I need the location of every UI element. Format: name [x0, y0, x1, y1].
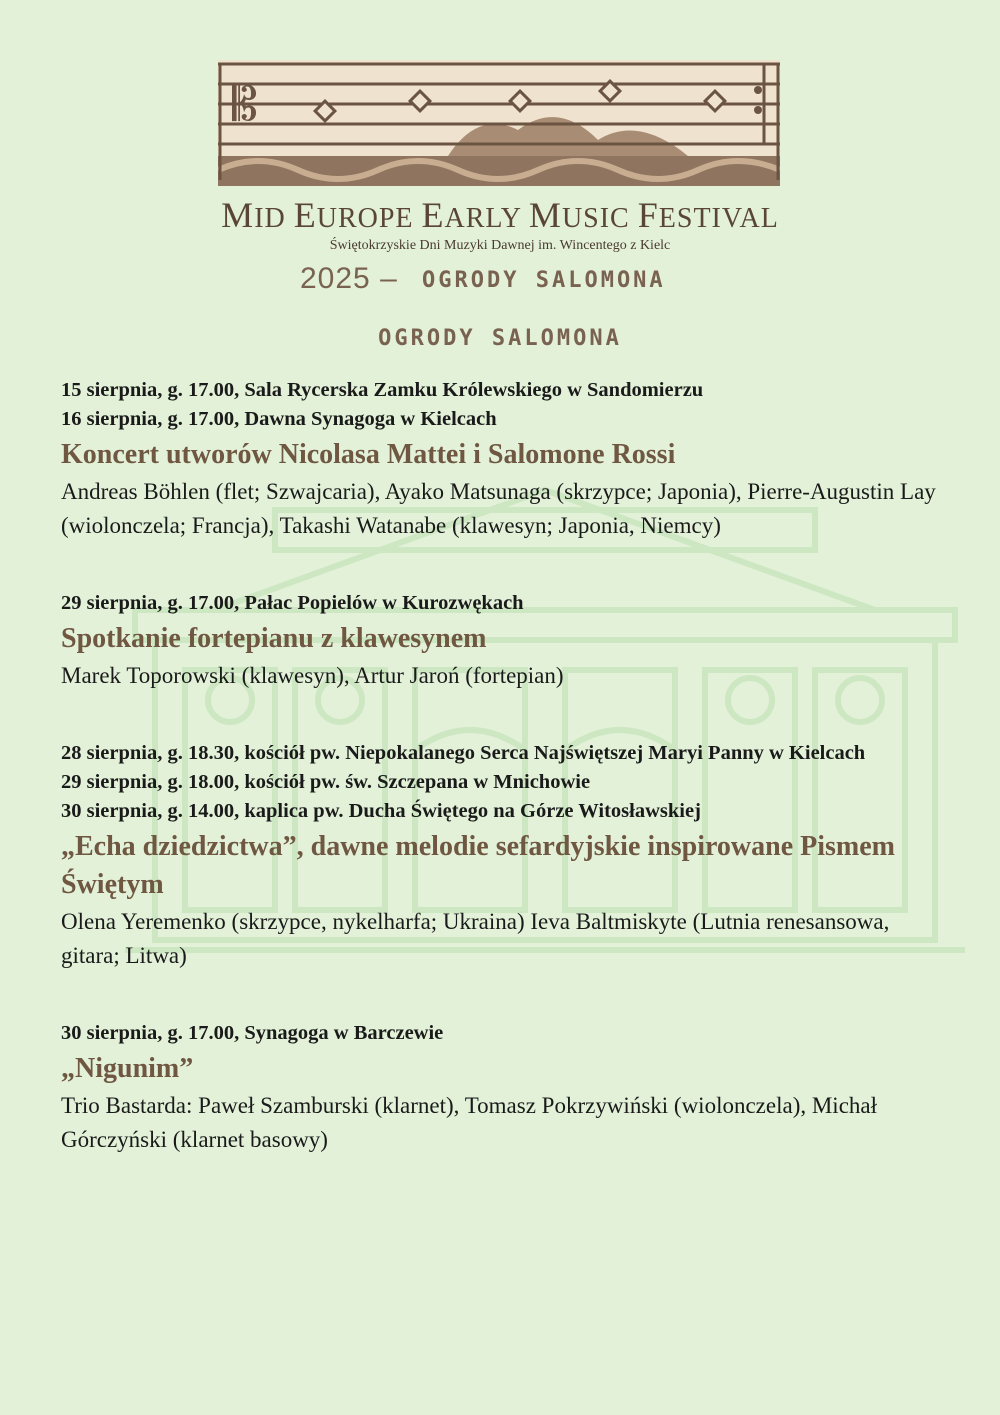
festival-subtitle: Świętokrzyskie Dni Muzyki Dawnej im. Wincentego z Kielc [329, 238, 671, 253]
date-line [61, 797, 941, 826]
title-initial: E [421, 195, 445, 235]
festival-title [0, 194, 1000, 236]
event-dates [61, 1019, 941, 1048]
festival-theme: OGRODY SALOMONA [422, 268, 666, 293]
event-item [61, 739, 941, 973]
title-initial: M [528, 195, 562, 235]
date-line [61, 376, 941, 405]
event-item [61, 376, 941, 543]
title-word: ID [254, 203, 294, 234]
date-line [61, 589, 941, 618]
date-line [61, 1019, 941, 1048]
svg-text:𝄡: 𝄡 [232, 77, 258, 131]
date-line [61, 739, 941, 768]
concert-title: „Echa dziedzictwa”, dawne melodie sefardyjskie inspirowane Pismem Świętym [61, 831, 895, 900]
performers: Olena Yeremenko (skrzypce, nykelharfa; Ukraina) Ieva Baltmiskyte (Lutnia renesansowa, gitara; Litwa) [61, 909, 890, 968]
performers: Trio Bastarda: Paweł Szamburski (klarnet), Tomasz Pokrzywiński (wiolonczela), Michał Górczyński (klarnet basowy) [61, 1093, 877, 1152]
event-dates [61, 739, 941, 826]
concert-title: Spotkanie fortepianu z klawesynem [61, 623, 487, 654]
event-date: 29 sierpnia, g. 18.00, [61, 771, 240, 793]
event-venue: Pałac Popielów w Kurozwękach [239, 592, 524, 614]
date-line [61, 768, 941, 797]
title-word: ESTIVAL [658, 203, 779, 234]
performers: Marek Toporowski (klawesyn), Artur Jaroń (fortepian) [61, 663, 564, 688]
event-date: 30 sierpnia, g. 17.00, [61, 1022, 240, 1044]
title-initial: E [293, 195, 317, 235]
event-date: 16 sierpnia, g. 17.00, [61, 408, 240, 430]
title-word: ARLY [444, 203, 529, 234]
event-venue: kaplica pw. Ducha Świętego na Górze Witosławskiej [239, 800, 701, 822]
concert-title: „Nigunim” [61, 1053, 194, 1084]
event-dates [61, 376, 941, 434]
performers: Andreas Böhlen (flet; Szwajcaria), Ayako Matsunaga (skrzypce; Japonia), Pierre-Augustin Lay (wiolonczela; Francja), Takashi Watanabe (klawesyn; Japonia, Niemcy) [61, 479, 936, 538]
event-venue: Synagoga w Barczewie [239, 1022, 444, 1044]
event-venue: kościół pw. Niepokalanego Serca Najświętszej Maryi Panny w Kielcach [239, 742, 866, 764]
title-word: UROPE [316, 203, 422, 234]
date-line [61, 405, 941, 434]
event-dates [61, 589, 941, 618]
event-venue: Dawna Synagoga w Kielcach [239, 408, 497, 430]
event-venue: Sala Rycerska Zamku Królewskiego w Sandomierzu [239, 379, 704, 401]
event-venue: kościół pw. św. Szczepana w Mnichowie [239, 771, 591, 793]
event-date: 28 sierpnia, g. 18.30, [61, 742, 240, 764]
event-list [61, 376, 941, 1203]
title-initial: M [221, 195, 255, 235]
title-word: USIC [561, 203, 638, 234]
title-initial: F [637, 195, 659, 235]
festival-logo-banner [218, 60, 780, 186]
event-item [61, 1019, 941, 1157]
concert-title: Koncert utworów Nicolasa Mattei i Salomone Rossi [61, 439, 676, 470]
event-date: 29 sierpnia, g. 17.00, [61, 592, 240, 614]
section-heading: OGRODY SALOMONA [378, 326, 622, 351]
event-date: 30 sierpnia, g. 14.00, [61, 800, 240, 822]
event-item [61, 589, 941, 693]
festival-year: 2025 – [300, 262, 398, 295]
event-date: 15 sierpnia, g. 17.00, [61, 379, 240, 401]
